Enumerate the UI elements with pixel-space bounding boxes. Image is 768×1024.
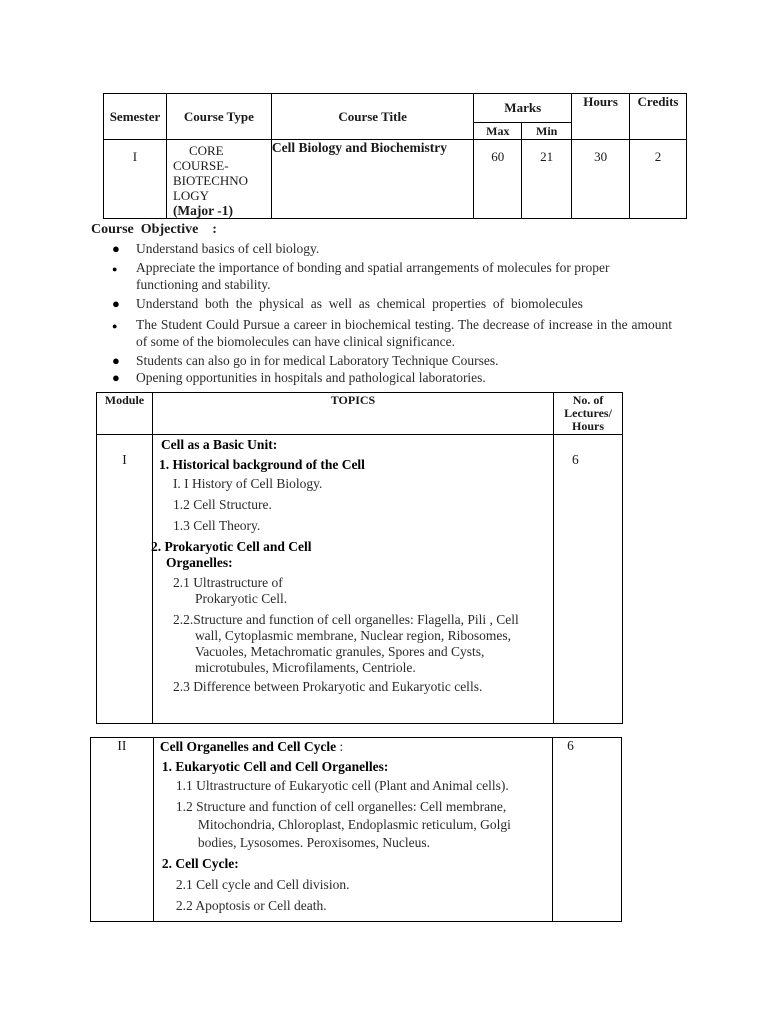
bullet-icon: ● [112, 241, 120, 256]
topic-heading: 2. Prokaryotic Cell and Cell [150, 539, 312, 554]
topic-line: Mitochondria, Chloroplast, Endoplasmic reticulum, Golgi [197, 817, 511, 832]
header-hours: Hours [572, 94, 630, 140]
header-marks: Marks [474, 94, 572, 123]
topic-line: wall, Cytoplasmic membrane, Nuclear region, Ribosomes, [194, 628, 511, 643]
header-topics: TOPICS [152, 393, 553, 435]
objective-text: Understand both the physical as well as chemical properties of biomolecules [136, 296, 583, 311]
bullet-icon: ● [112, 296, 120, 311]
topic-line: 2.2.Structure and function of cell organelles: Flagella, Pili , Cell [172, 612, 519, 627]
module-title-row [160, 739, 548, 755]
topic-line: bodies, Lysosomes. Peroxisomes, Nucleus. [197, 835, 430, 850]
topic-line: 2.1 Cell cycle and Cell division. [175, 877, 350, 892]
list-item [108, 259, 672, 293]
max-marks-value: 60 [474, 140, 522, 219]
header-course-type: Course Type [166, 94, 271, 140]
objectives-list [108, 240, 672, 386]
module-table [90, 737, 622, 922]
module-number: II [91, 738, 154, 922]
course-info-table [103, 93, 687, 219]
topic-line: microtubules, Microfilaments, Centriole. [194, 660, 416, 675]
topic-line: 2.2 Apoptosis or Cell death. [175, 898, 327, 913]
header-min: Min [522, 123, 572, 140]
objective-text: Understand basics of cell biology. [136, 241, 320, 256]
module-table [96, 392, 623, 724]
list-item [108, 240, 672, 257]
credits-value: 2 [630, 140, 687, 219]
topic-line: 1.1 Ultrastructure of Eukaryotic cell (Plant and Animal cells). [175, 778, 509, 793]
header-lectures: No. of Lectures/ Hours [554, 393, 623, 435]
topic-heading: 1. Eukaryotic Cell and Cell Organelles: [161, 759, 389, 774]
course-type-line: BIOTECHNO [172, 173, 249, 188]
course-type-line: LOGY [172, 188, 210, 203]
topic-line: 2.3 Difference between Prokaryotic and Eukaryotic cells. [172, 679, 483, 694]
topic-line: 1.2 Structure and function of cell organelles: Cell membrane, [175, 799, 507, 814]
objective-text: Opening opportunities in hospitals and pathological laboratories. [136, 370, 486, 385]
objectives-heading: Course Objective : [91, 222, 217, 237]
course-title-value: Cell Biology and Biochemistry [271, 140, 473, 219]
topic-line: 1.3 Cell Theory. [172, 518, 261, 533]
course-type-line: CORE [188, 143, 224, 158]
objective-text: Students can also go in for medical Laboratory Technique Courses. [136, 353, 499, 368]
list-item [108, 316, 672, 350]
header-course-title: Course Title [271, 94, 473, 140]
header-module: Module [97, 393, 153, 435]
min-marks-value: 21 [522, 140, 572, 219]
bullet-icon: ● [112, 321, 118, 331]
objective-text: Appreciate the importance of bonding and spatial arrangements of molecules for proper functioning and stability. [136, 260, 610, 292]
header-max: Max [474, 123, 522, 140]
module-title: Cell Organelles and Cell Cycle [159, 739, 337, 754]
module-topics [152, 435, 553, 724]
topic-line: Prokaryotic Cell. [194, 591, 288, 606]
list-item [108, 295, 672, 312]
bullet-icon: ● [112, 370, 120, 385]
topic-line: 1.2 Cell Structure. [172, 497, 272, 512]
list-item [108, 352, 672, 369]
objective-text: The Student Could Pursue a career in biochemical testing. The decrease of increase in the amount of some of the biomolecules can have clinical significance. [136, 317, 672, 349]
header-semester: Semester [104, 94, 167, 140]
bullet-icon: ● [112, 264, 118, 274]
course-type-line: COURSE- [172, 158, 229, 173]
hours-value: 30 [572, 140, 630, 219]
topic-line: 2.1 Ultrastructure of [172, 575, 283, 590]
topic-line: Vacuoles, Metachromatic granules, Spores and Cysts, [194, 644, 485, 659]
list-item [108, 369, 672, 386]
course-type-value [166, 140, 271, 219]
topic-heading: 1. Historical background of the Cell [158, 457, 365, 472]
topic-heading: 2. Cell Cycle: [161, 856, 239, 871]
topic-line: I. I History of Cell Biology. [172, 476, 323, 491]
module-title-suffix: : [336, 739, 344, 754]
bullet-icon: ● [112, 353, 120, 368]
header-credits: Credits [630, 94, 687, 140]
module-topics [153, 738, 552, 922]
lecture-hours: 6 [553, 738, 622, 922]
semester-value: I [104, 140, 167, 219]
topic-heading: Organelles: [165, 555, 233, 570]
module-number: I [97, 435, 153, 724]
course-type-major: (Major -1) [172, 203, 234, 218]
module-title: Cell as a Basic Unit: [160, 437, 278, 452]
lecture-hours: 6 [554, 435, 623, 724]
